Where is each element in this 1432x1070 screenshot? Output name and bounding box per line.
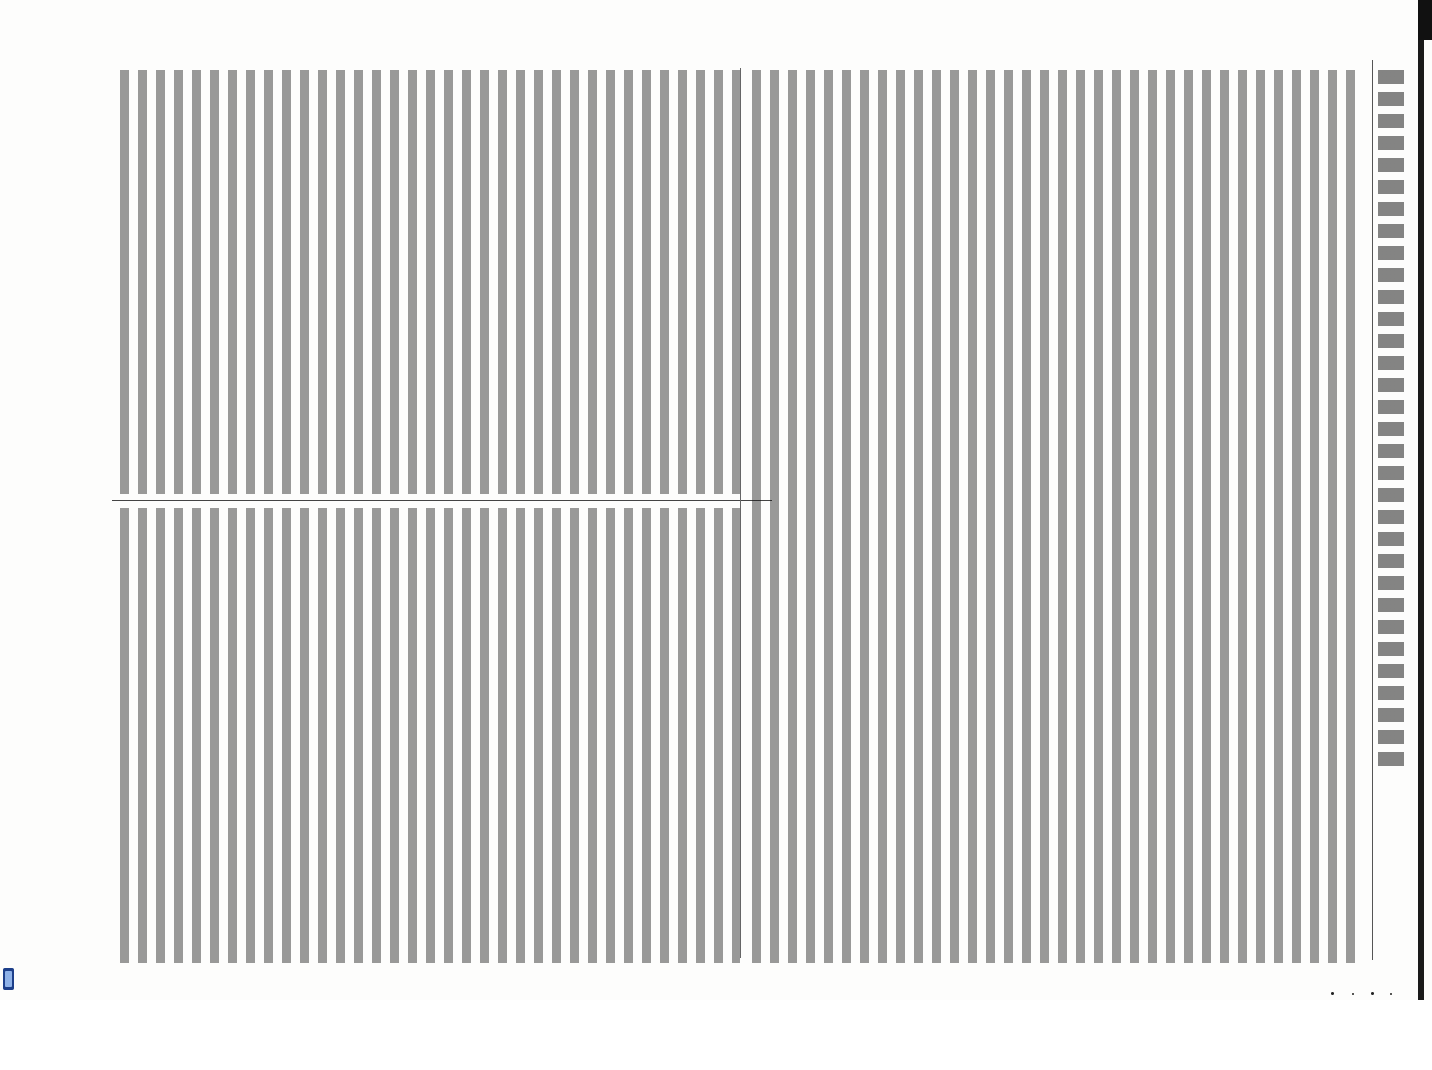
scan-speckle: [1390, 993, 1392, 995]
running-header-text: [1335, 70, 1395, 1070]
dfg-logo-icon: [3, 968, 14, 990]
scan-speckle: [1371, 992, 1374, 995]
horizontal-column-rule: [112, 500, 772, 501]
scan-speckle: [1352, 993, 1354, 995]
text-column-left-bottom: [120, 508, 740, 963]
digitization-credit: [2, 605, 16, 993]
text-column-right: [752, 70, 1362, 963]
page-edge: [1418, 0, 1424, 1000]
text-column-left-top: [120, 70, 740, 494]
vertical-column-rule: [740, 68, 741, 958]
page-edge-corner: [1418, 0, 1432, 40]
scan-speckle: [1331, 992, 1334, 995]
